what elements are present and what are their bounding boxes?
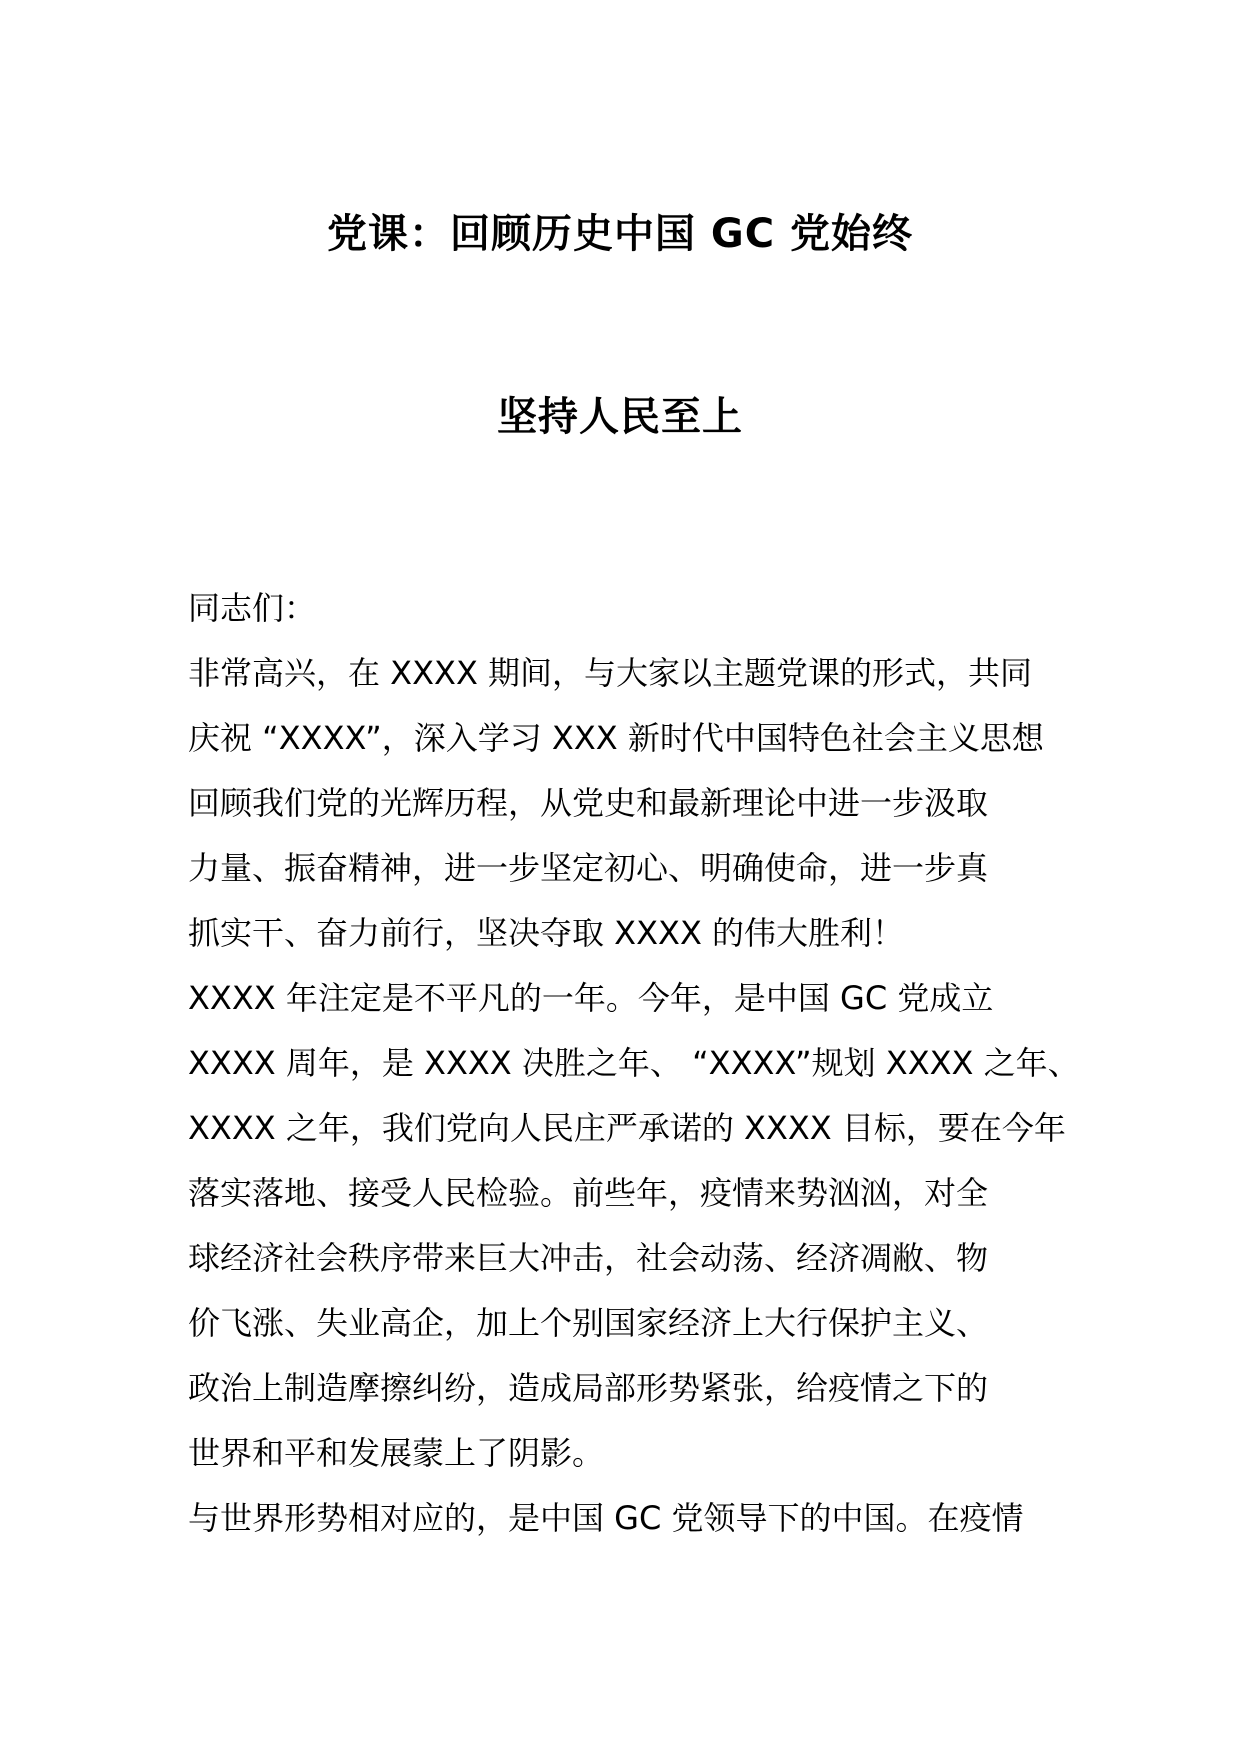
document-body	[188, 576, 1088, 1551]
body-line: XXXX 周年，是 XXXX 决胜之年、 “XXXX”规划 XXXX 之年、	[188, 1044, 1080, 1082]
body-line: 非常高兴，在 XXXX 期间，与大家以主题党课的形式，共同	[188, 654, 1033, 692]
body-line: XXXX 年注定是不平凡的一年。今年，是中国 GC 党成立	[188, 979, 994, 1017]
body-line: 落实落地、接受人民检验。前些年，疫情来势汹汹，对全	[188, 1174, 989, 1212]
body-line: 抓实干、奋力前行，坚决夺取 XXXX 的伟大胜利！	[188, 914, 905, 952]
body-line: 价飞涨、失业高企，加上个别国家经济上大行保护主义、	[188, 1304, 989, 1342]
document-title-line-2: 坚持人民至上	[497, 394, 743, 440]
body-line: 政治上制造摩擦纠纷，造成局部形势紧张，给疫情之下的	[188, 1369, 989, 1407]
body-line: 庆祝 “XXXX”，深入学习 XXX 新时代中国特色社会主义思想	[188, 719, 1044, 757]
body-line: 世界和平和发展蒙上了阴影。	[188, 1434, 605, 1472]
body-line: 与世界形势相对应的，是中国 GC 党领导下的中国。在疫情	[188, 1499, 1024, 1537]
document-title-line-1: 党课：回顾历史中国 GC 党始终	[326, 211, 914, 257]
body-line: 回顾我们党的光辉历程，从党史和最新理论中进一步汲取	[188, 784, 989, 822]
body-line: 力量、振奋精神，进一步坚定初心、明确使命，进一步真	[188, 849, 989, 887]
body-line: 球经济社会秩序带来巨大冲击，社会动荡、经济凋敝、物	[188, 1239, 989, 1277]
body-line: XXXX 之年，我们党向人民庄严承诺的 XXXX 目标，要在今年	[188, 1109, 1066, 1147]
salutation: 同志们：	[188, 589, 317, 627]
